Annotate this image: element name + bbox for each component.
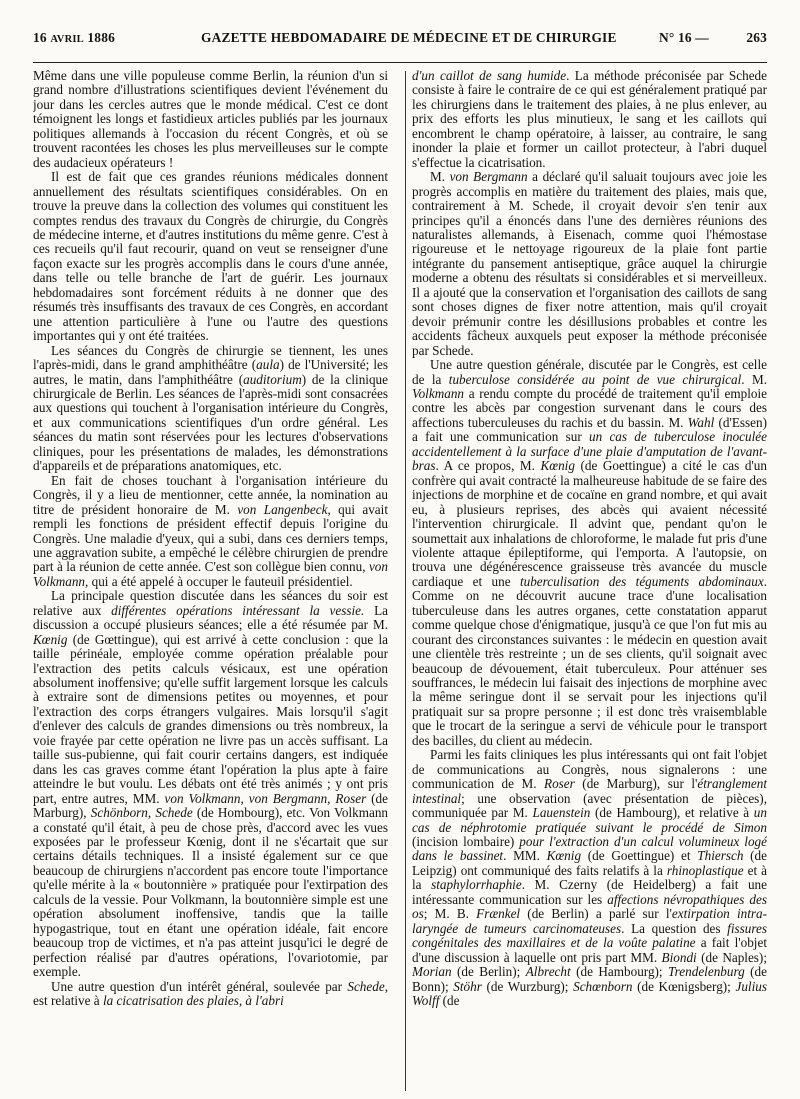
text-run: a rendu compte du procédé de traitement qu'il emploie contre les abcès par congestion survenant dans le cours des affections tuberculeuses du rachis et du bassin. M. xyxy=(412,385,767,430)
person-name: von Volkmann xyxy=(33,559,388,589)
text-run: , xyxy=(147,805,156,821)
issue-date xyxy=(33,30,115,46)
text-run: (de Hambourg); xyxy=(570,964,669,980)
person-name: Thiersch xyxy=(697,848,744,864)
issue-number: N° 16 — xyxy=(659,30,709,45)
person-name: Morian xyxy=(412,964,452,980)
person-name: Trendelenburg xyxy=(668,964,745,980)
text-run: , qui avait rempli les fonctions de président effectif depuis l'origine du Congrès. Une maladie d'yeux, qui a subi, dans ces derniers temps, une aggravation subite, a empêché le célèbre chirurgien de prendre part à la réunion de cette année. C'est son collègue bien connu, xyxy=(33,501,388,575)
text-run: M. xyxy=(430,169,450,185)
person-name: Schede xyxy=(347,978,385,994)
person-name: Kœnig xyxy=(540,458,575,474)
text-run: (incision lombaire) xyxy=(412,834,520,850)
person-name: Volkmann xyxy=(412,385,465,401)
text-run: (de Kœnigsberg); xyxy=(632,978,736,994)
person-name: Kœnig xyxy=(33,631,68,647)
text-run: . Comme on ne découvrit aucune trace d'une localisation tuberculeuse dans les autres organes, cette constatation apparut comme quelque chose d'énigmatique, jusqu'à ce que l'on fut mis au courant des circonstances suivantes : le médecin en question avait une clientèle très restreinte ; un de ses clients, qu'il soignait avec beaucoup de dévouement, était tuberculeux. Pour atténuer ses souffrances, le médecin lui faisait des injections de morphine avec la même seringue dont il se servait pour les injections qu'il pratiquait sur sa propre personne ; il est donc très vraisemblable que le trocart de la seringue a servi de véhicule pour le transport des bacilles, du client au médecin. xyxy=(412,573,767,748)
text-run: (de Gœttingue), qui est arrivé à cette conclusion : que la taille périnéale, employée comme opération préalable pour l'extraction des petits calculs vésicaux, est une opération absolument inoffensive; qu'elle suffit largement lorsque les calculs à extraire sont de dimensions petites ou moyennes, et pour l'extraction des corps étrangers vulgaires. Mais lorsqu'il s'agit d'enlever des calculs de grandes dimensions ou très nombreux, la voie frayée par cette opération ne livre pas un accès suffisant. La taille sus-pubienne, qui fait courir certains dangers, est indiquée dans les cas graves comme étant l'opération la plus apte à faire atteindre le but voulu. Les débats ont été très animés ; y ont pris part, entre autres, MM. xyxy=(33,631,388,806)
text-run: (de xyxy=(439,993,460,1008)
text-run: ; M. B. xyxy=(423,906,477,922)
right-column xyxy=(412,69,767,1099)
italic-topic: staphylorrhaphie xyxy=(431,877,522,893)
paragraph xyxy=(33,344,388,474)
person-name: Schede xyxy=(155,805,193,821)
italic-topic: tuberculisation des téguments abdominaux xyxy=(519,573,764,589)
date-year: 1886 xyxy=(87,30,115,45)
text-run: (de Goettingue) a cité le cas d'un confrère qui avait contracté la malheureuse habitude de se faire des injections de morphine et de cocaïne en grand nombre, et qui avait eu, à plusieurs reprises, des abcès qui avaient nécessité l'intervention chirurgicale. Il advint que, pendant qu'on le soumettait aux inhalations de chloroforme, le malade fut pris d'une violente attaque épileptiforme, qui l'emporta. A l'autopsie, on trouva une dégénérescence graisseuse très avancée du muscle cardiaque et une xyxy=(412,458,767,589)
date-month: AVRIL xyxy=(50,34,84,45)
italic-topic: tuberculose considérée au point de vue chirurgical xyxy=(448,371,742,387)
italic-term: auditorium xyxy=(243,371,302,387)
italic-topic: un cas de tuberculose inoculée accidentellement à la surface d'une plaie d'amputation de l'avant-bras xyxy=(412,429,767,474)
paragraph xyxy=(412,170,767,358)
person-name: Stöhr xyxy=(453,978,482,994)
text-run: a déclaré qu'il saluait toujours avec joie les progrès accomplis en matière du traitement des plaies, mais que, contrairement à M. Schede, il croyait devoir s'en tenir aux principes qu'il a énoncés dans l'une des dernières réunions des naturalistes allemands, à Eisenach, comme quoi l'hémostase rigoureuse et le nettoyage rigoureux de la plaie font partie intégrante du pansement antiseptique, grâce auquel la chirurgie moderne a obtenu des résultats si considérables et si merveilleux. Il a ajouté que la conservation et l'organisation des caillots de sang sont choses dignes de fixer notre attention, mais qu'il croyait devoir prémunir contre les désillusions probables et contre les accidents fâcheux auxquels peut exposer la méthode préconisée par Schede. xyxy=(412,169,767,358)
person-name: Albrecht xyxy=(525,964,571,980)
italic-topic: un cas de néphrotomie pratiquée suivant le procédé de Simon xyxy=(412,805,767,835)
person-name: Schœnborn xyxy=(573,978,633,994)
italic-topic: pour l'extraction d'un calcul volumineux logé dans le bassinet xyxy=(412,834,767,864)
person-name: Frænkel xyxy=(476,906,521,922)
header-rule xyxy=(33,62,767,63)
person-name: von Bergmann xyxy=(449,169,528,185)
text-run: (de Naples); xyxy=(696,949,767,965)
text-run: En fait de choses touchant à l'organisation intérieure du Congrès, il y a lieu de mentionner, cette année, la nomination au titre de président honoraire de M. xyxy=(33,472,388,517)
text-run: (de Bonn); xyxy=(412,964,767,994)
article-columns xyxy=(33,69,767,1099)
italic-topic: étranglement intestinal xyxy=(412,776,767,806)
italic-topic: différentes opérations intéressant la vessie. xyxy=(111,602,365,618)
text-run: . La question des xyxy=(621,920,728,936)
text-run: . M. xyxy=(741,371,767,387)
left-column xyxy=(33,69,388,1099)
text-run: Parmi les faits cliniques les plus intéressants qui ont fait l'objet de communications au Congrès, nous signalerons : une communication de M. xyxy=(412,747,767,792)
italic-topic: rhinoplastique xyxy=(666,862,744,878)
person-names: von Volkmann, von Bergmann, Roser xyxy=(164,790,367,806)
paragraph xyxy=(412,69,767,170)
text-run: . La méthode préconisée par Schede consiste à faire le contraire de ce qui est généralement pratiqué par les chirurgiens dans le traitement des plaies, à ne plus enlever, au prix des efforts les plus minutieux, le sang et les caillots qui encombrent le champ opératoire, à laisser, au contraire, le sang inonder la plaie et former un caillot protecteur, à l'abri duquel s'effectue la cicatrisation. xyxy=(412,69,767,170)
text-run: (de Wurzburg); xyxy=(481,978,574,994)
column-divider xyxy=(405,71,406,1091)
text-run: La discussion a occupé plusieurs séances; elle a été résumée par M. xyxy=(33,602,388,633)
paragraph xyxy=(33,589,388,979)
person-name: Julius Wolff xyxy=(412,978,767,1008)
italic-topic: fissures congénitales des maxillaires et de la voûte palatine xyxy=(412,920,767,951)
text-run: (de Berlin); xyxy=(451,964,526,980)
text-run: ) de la clinique chirurgicale de Berlin. Les séances de l'après-midi sont consacrées aux questions qui touchent à l'organisation intérieure du Congrès, et aux communications scientifiques d'un ordre général. Les séances du matin sont réservées pour les lectures d'observations cliniques, pour les présentations de malades, les démonstrations d'appareils et de préparations anatomiques, etc. xyxy=(33,371,388,474)
text-run: a fait l'objet d'une discussion à laquelle ont pris part MM. xyxy=(412,935,767,965)
text-run: (de Hombourg), etc. Von Volkmann a constaté qu'il était, à peu de chose près, d'accord avec les vues exposées par le professeur Kœnig, dont il ne s'écartait que sur certains détails techniques. Il a insisté également sur ce que beaucoup de chirurgiens n'accordent pas encore toute l'importance qu'elle mérite à la « boutonnière » pratiquée pour l'extirpation des calculs de la vessie. Pour Volkmann, la boutonnière simple est une opération absolument inoffensive, tandis que la taille hypogastrique, tout en étant une opération idéale, fait encore beaucoup trop de victimes, et n'a pas atteint jusqu'ici le degré de perfection réalisé par d'autres opérations, l'ovariotomie, par exemple. xyxy=(33,805,388,980)
person-name: Lauenstein xyxy=(532,805,591,821)
text-run: (d'Essen) a fait une communication sur xyxy=(412,414,767,445)
text-run: . A ce propos, M. xyxy=(435,458,541,474)
italic-topic: la cicatrisation des plaies, à l'abri xyxy=(102,993,284,1008)
italic-term: aula xyxy=(256,357,280,373)
paragraph xyxy=(33,474,388,590)
text-run: La principale question discutée dans les séances du soir est relative aux xyxy=(33,588,388,618)
italic-topic: d'un caillot de sang humide xyxy=(412,69,567,83)
date-day: 16 xyxy=(33,30,47,45)
text-run: . M. Czerny (de Heidelberg) a fait une intéressante communication sur les xyxy=(412,877,767,907)
page-number: 263 xyxy=(746,30,767,45)
person-name: Biondi xyxy=(661,949,697,965)
text-run: (de Goettingue) et xyxy=(581,848,698,864)
text-run: (de Marburg), xyxy=(33,790,388,821)
text-run: ; une observation (avec présentation de pièces), communiquée par M. xyxy=(412,790,767,821)
paragraph xyxy=(412,748,767,1008)
italic-topic: affections névropathiques des os xyxy=(412,891,767,922)
text-run: et à la xyxy=(412,862,767,893)
text-run: (de Hambourg), et relative à xyxy=(590,805,754,821)
person-name: Wahl xyxy=(687,414,715,430)
text-run: . MM. xyxy=(503,848,547,864)
person-name: von Langenbeck xyxy=(237,501,328,517)
person-name: Kœnig xyxy=(546,848,582,864)
text-run: (de Berlin) a parlé sur l' xyxy=(520,906,672,922)
paragraph xyxy=(33,980,388,1009)
text-run: Les séances du Congrès de chirurgie se tiennent, les unes l'après-midi, dans le grand amphithéâtre ( xyxy=(33,342,388,373)
text-run: (de Leipzig) ont communiqué des faits relatifs à la xyxy=(412,848,767,878)
page-header xyxy=(33,30,767,50)
person-name: Roser xyxy=(544,776,575,792)
paragraph xyxy=(412,358,767,748)
text-run: , est relative à xyxy=(33,978,388,1008)
paragraph: Même dans une ville populeuse comme Berlin, la réunion d'un si grand nombre d'illustrations scientifiques devient l'événement du jour dans les cercles autres que le monde médical. C'est ce dont témoignent les longs et fastidieux articles publiés par les journaux politiques allemands à l'occasion du récent Congrès, et où se trouvent racontées les choses les plus merveilleuses sur le compte des audacieux opérateurs ! xyxy=(33,69,388,170)
person-name: Schönborn xyxy=(90,805,148,821)
italic-topic: extirpation intra-laryngée de tumeurs carcinomateuses xyxy=(412,906,767,936)
text-run: , qui a été appelé à occuper le fauteuil présidentiel. xyxy=(85,573,353,589)
paragraph: Il est de fait que ces grandes réunions médicales donnent annuellement des résultats scientifiques considérables. On en trouve la preuve dans la collection des volumes qui constituent les comptes rendus des travaux du Congrès de chirurgie, du Congrès de médecine interne, et d'autres institutions du même genre. C'est à ces recueils qu'il faut recourir, quand on veut se renseigner d'une façon exacte sur les progrès accomplis dans le cours d'une année, dans telle ou telle branche de l'art de guérir. Les journaux hebdomadaires sont forcément réduits à ne donner que des résumés très insuffisants des travaux de ces Congrès, en accordant une attention particulière à l'une ou l'autre des questions importantes qui y ont été traitées. xyxy=(33,169,388,344)
text-run: Une autre question d'un intérêt général, soulevée par xyxy=(51,978,348,994)
text-run: Une autre question générale, discutée par le Congrès, est celle de la xyxy=(412,357,767,387)
text-run: (de Marburg), sur l' xyxy=(574,776,698,792)
journal-title: GAZETTE HEBDOMADAIRE DE MÉDECINE ET DE CHIRURGIE xyxy=(201,30,617,45)
text-run: ) de l'Université; les autres, le matin, dans l'amphithéâtre ( xyxy=(33,357,388,387)
